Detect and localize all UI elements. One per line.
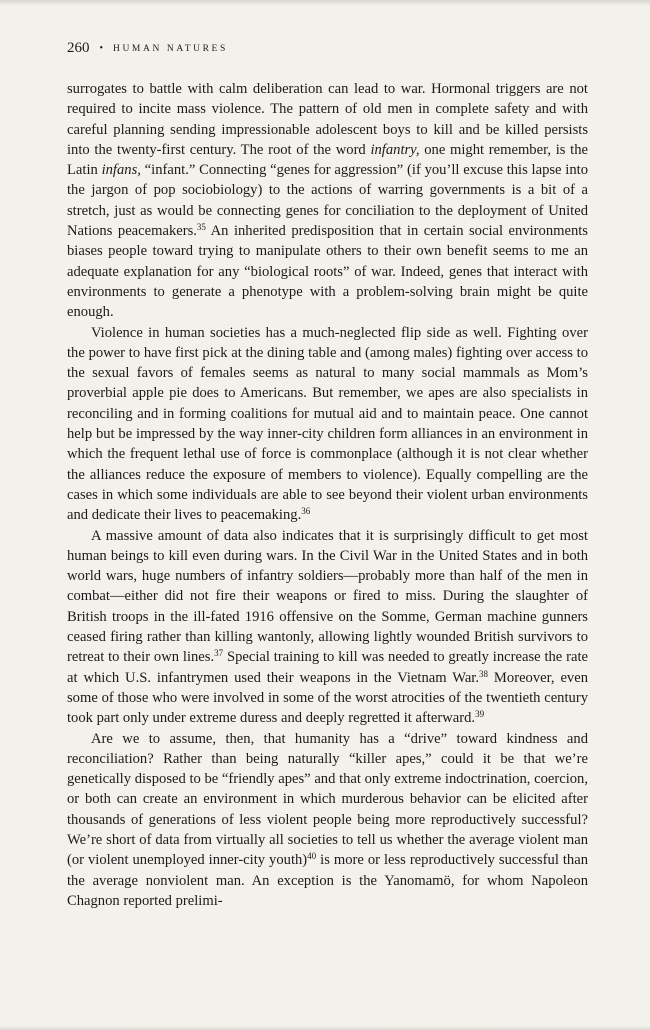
footnote-ref: 40 xyxy=(307,851,317,862)
paragraph xyxy=(67,526,588,729)
text-run: surrogates to battle with calm deliberation can lead to war. Hormonal triggers are not required to incite mass violence. The pattern of old men in complete safety and with careful planning sending impressionable adolescent boys to kill and be killed persists into the twenty-first century. The root of the word xyxy=(67,81,588,158)
text-run: “infant.” Connecting “genes for aggression” (if you’ll excuse this lapse into the jargon of pop sociobiology) to the actions of warring governments is a bit of a stretch, just as would be connecting genes for conciliation to the deployment of United Nations peacemakers. xyxy=(67,162,588,240)
text-run: Special training to kill was needed to greatly increase the rate at which U.S. infantrymen used their weapons in the Vietnam War. xyxy=(67,649,588,686)
page-number: 260 xyxy=(67,40,90,56)
text-run: Moreover, even some of those who were involved in some of the worst atrocities of the twentieth century took part only under extreme duress and deeply regretted it afterward. xyxy=(67,669,589,727)
paragraph xyxy=(67,729,588,912)
footnote-ref: 39 xyxy=(475,709,485,720)
italic-term: infans, xyxy=(101,162,141,179)
bullet-separator: • xyxy=(99,43,104,54)
page-edge-bottom xyxy=(0,1026,650,1030)
paragraph xyxy=(67,79,588,323)
text-run: is more or less reproductively successful than the average nonviolent man. An exception is the Yanomamö, for whom Napoleon Chagnon reported prelimi- xyxy=(67,852,588,909)
italic-term: infantry, xyxy=(370,141,420,158)
text-run: Violence in human societies has a much-neglected flip side as well. Fighting over the power to have first pick at the dining table and (among males) fighting over access to the sexual favors of females seems as natural to many social mammals as Mom’s proverbial apple pie does to Americans. But remember, we apes are also specialists in reconciling and in forming coalitions for mutual aid and to maintain peace. One cannot help but be impressed by the way inner-city children form alliances in an environment in which the frequent lethal use of force is commonplace (although it is not clear whether the alliances reduce the exposure of members to violence). Equally compelling are the cases in which some individuals are able to see beyond their violent urban environments and dedicate their lives to peacemaking. xyxy=(67,324,588,524)
text-run: one might remember, is the Latin xyxy=(67,141,589,179)
running-head xyxy=(67,40,228,57)
footnote-ref: 37 xyxy=(214,648,224,659)
text-run: A massive amount of data also indicates that it is surprisingly difficult to get most human beings to kill even during wars. In the Civil War in the United States and in both world wars, huge numbers of infantry soldiers—probably more than half of the men in combat—either did not fire their weapons or fired to miss. During the slaughter of British troops in the ill-fated 1916 offensive on the Somme, German machine gunners ceased firing rather than killing wantonly, allowing lightly wounded British survivors to retreat to their own lines. xyxy=(67,527,588,666)
footnote-ref: 35 xyxy=(196,222,206,233)
body-text xyxy=(67,79,588,911)
text-run: Are we to assume, then, that humanity has a “drive” toward kindness and reconciliation? Rather than being naturally “killer apes,” could it be that we’re genetically disposed to be “friendly apes” and that only extreme indoctrination, coercion, or both can create an environment in which murderous behavior can be elicited after thousands of generations of less violent people being more reproductively successful? We’re short of data from virtually all societies to tell us whether the average violent man (or violent unemployed inner-city youth) xyxy=(67,730,588,869)
footnote-ref: 36 xyxy=(301,506,311,517)
running-title: HUMAN NATURES xyxy=(113,43,228,54)
paragraph xyxy=(67,323,588,526)
footnote-ref: 38 xyxy=(479,668,489,679)
page-edge-top xyxy=(0,0,650,6)
text-run: An inherited predisposition that in certain social environments biases people toward trying to manipulate others to their own benefit seems to me an adequate explanation for any “biological roots” of war. Indeed, genes that interact with environments to generate a phenotype with a problem-solving brain might be quite enough. xyxy=(67,223,588,321)
